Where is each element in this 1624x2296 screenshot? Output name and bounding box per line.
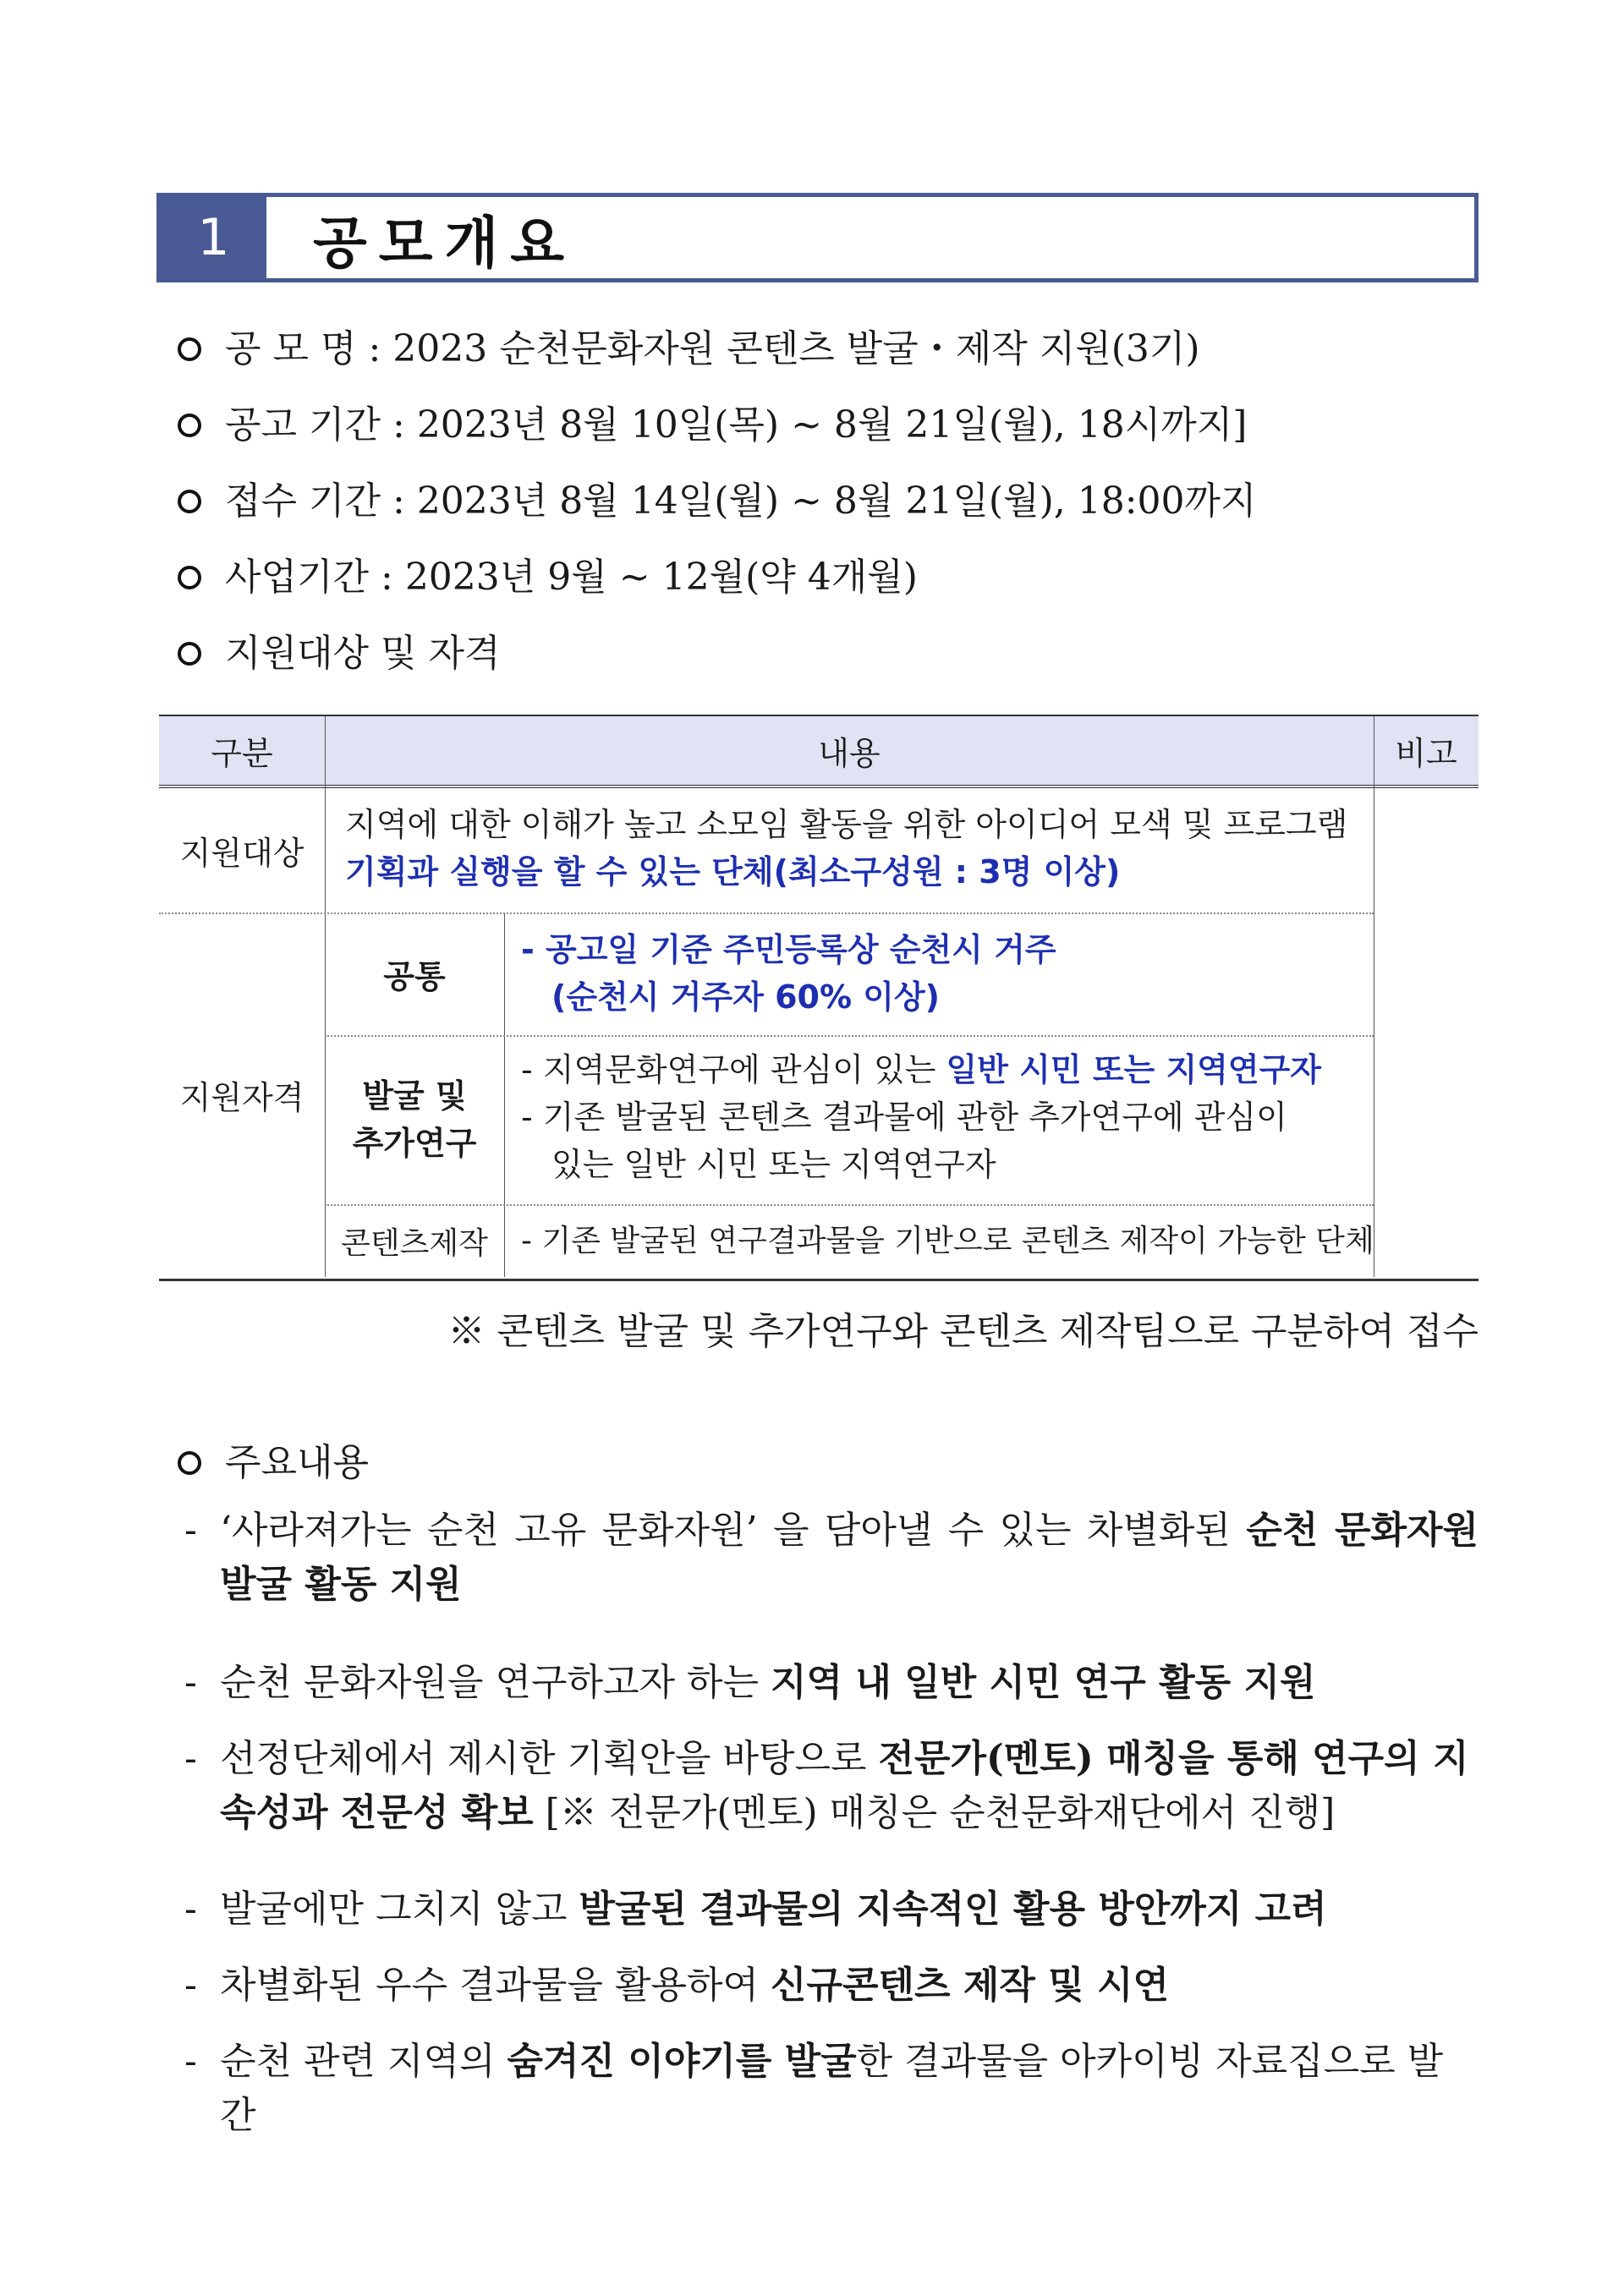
main-item-plain: ‘사라져가는 순천 고유 문화자원’ 을 담아낼 수 있는 차별화된	[220, 1509, 1247, 1552]
overview-value: 2023년 8월 14일(월) ~ 8월 21일(월), 18:00까지	[416, 479, 1257, 523]
target-content	[345, 801, 1360, 896]
main-item-plain-suffix: [※ 전문가(멘토) 매칭은 순천문화재단에서 진행]	[533, 1791, 1336, 1834]
main-item	[184, 2035, 1479, 2143]
overview-item	[178, 552, 918, 603]
circle-bullet-icon	[178, 414, 201, 437]
overview-separator: :	[356, 327, 393, 370]
main-item-plain: 선정단체에서 제시한 기획안을 바탕으로	[220, 1737, 879, 1780]
main-item-bold: 신규콘텐츠 제작 및 시연	[771, 1964, 1169, 2007]
target-line2: 기획과 실행을 할 수 있는 단체(최소구성원 : 3명 이상)	[345, 853, 1121, 890]
overview-label: 사업기간	[225, 556, 370, 599]
dash-bullet-icon: -	[184, 1509, 197, 1552]
common-content	[521, 926, 1358, 1021]
main-item-plain-suffix: 한 결과물을 아카이빙 자료집으로 발간	[220, 2040, 1444, 2137]
circle-bullet-icon	[178, 566, 201, 589]
main-item	[184, 1732, 1479, 1840]
eligibility-table	[159, 715, 1479, 1281]
overview-value: 2023 순천문화자원 콘텐츠 발굴・제작 지원(3기)	[392, 327, 1200, 370]
common-line2: (순천시 거주자 60% 이상)	[551, 978, 941, 1016]
section-header	[156, 193, 1479, 282]
circle-bullet-icon	[178, 642, 201, 666]
research-content	[521, 1046, 1358, 1188]
overview-value: 2023년 8월 10일(목) ~ 8월 21일(월), 18시까지]	[416, 403, 1248, 447]
overview-value: 2023년 9월 ~ 12월(약 4개월)	[404, 556, 918, 599]
eligibility-heading	[178, 628, 501, 679]
table-note: ※ 콘텐츠 발굴 및 추가연구와 콘텐츠 제작팀으로 구분하여 접수	[447, 1310, 1479, 1353]
research-item1-highlight: 일반 시민 또는 지역연구자	[946, 1051, 1322, 1088]
target-line1: 지역에 대한 이해가 높고 소모임 활동을 위한 아이디어 모색 및 프로그램	[345, 806, 1348, 843]
dash-bullet-icon: -	[184, 2040, 197, 2083]
section-number: 1	[161, 197, 266, 278]
research-item1-plain: - 지역문화연구에 관심이 있는	[521, 1051, 946, 1088]
common-label: 공통	[383, 958, 446, 995]
overview-label: 접수 기간	[225, 479, 381, 523]
dash-bullet-icon: -	[184, 1661, 197, 1704]
main-item-plain: 발굴에만 그치지 않고	[220, 1888, 579, 1931]
main-item-plain: 차별화된 우수 결과물을 활용하여	[220, 1964, 771, 2007]
research-label	[325, 1035, 504, 1204]
research-item2-line2: 있는 일반 시민 또는 지역연구자	[551, 1146, 996, 1183]
main-heading-text: 주요내용	[225, 1441, 370, 1484]
main-item-plain: 순천 관련 지역의	[220, 2040, 508, 2083]
overview-item	[178, 400, 1247, 451]
table-header	[159, 716, 1479, 788]
main-item	[184, 1656, 1479, 1710]
overview-item	[178, 324, 1200, 375]
qualification-label: 지원자격	[179, 1079, 304, 1116]
research-item1	[521, 1046, 1358, 1093]
research-label-line2: 추가연구	[352, 1125, 477, 1162]
header-content: 내용	[818, 735, 881, 772]
dash-bullet-icon: -	[184, 1964, 197, 2007]
main-item	[184, 1504, 1479, 1612]
main-item	[184, 1959, 1479, 2013]
overview-separator: :	[381, 479, 417, 523]
circle-bullet-icon	[178, 337, 201, 361]
section-title: 공모개요	[313, 210, 577, 276]
main-item-bold: 발굴된 결과물의 지속적인 활용 방안까지 고려	[579, 1888, 1327, 1931]
research-label-line1: 발굴 및	[362, 1077, 467, 1115]
main-item-bold: 전문가(멘토) 매칭을 통해 연구의 지속성과 전문성 확보	[220, 1737, 1469, 1834]
overview-label: 공 모 명	[225, 327, 357, 370]
overview-item	[178, 476, 1257, 527]
dash-bullet-icon: -	[184, 1737, 197, 1780]
main-heading	[178, 1438, 369, 1488]
main-item-bold: 숨겨진 이야기를 발굴	[507, 2040, 857, 2083]
overview-label: 공고 기간	[225, 403, 381, 447]
main-item	[184, 1882, 1479, 1937]
header-remarks: 비고	[1395, 735, 1457, 772]
circle-bullet-icon	[178, 1451, 201, 1475]
circle-bullet-icon	[178, 490, 201, 513]
overview-separator: :	[369, 556, 405, 599]
main-item-bold: 지역 내 일반 시민 연구 활동 지원	[771, 1661, 1316, 1704]
header-category: 구분	[211, 735, 273, 772]
eligibility-heading-text: 지원대상 및 자격	[225, 632, 501, 675]
common-line1: - 공고일 기준 주민등록상 순천시 거주	[521, 931, 1056, 968]
column-divider	[504, 912, 505, 1277]
research-item2-line1: - 기존 발굴된 콘텐츠 결과물에 관한 추가연구에 관심이	[521, 1099, 1287, 1136]
target-label: 지원대상	[179, 835, 304, 872]
dash-bullet-icon: -	[184, 1888, 197, 1931]
main-item-plain: 순천 문화자원을 연구하고자 하는	[220, 1661, 771, 1704]
overview-separator: :	[381, 403, 417, 447]
production-label: 콘텐츠제작	[341, 1225, 488, 1261]
production-content: - 기존 발굴된 연구결과물을 기반으로 콘텐츠 제작이 가능한 단체	[521, 1224, 1374, 1258]
main-item-bold: 순천 문화자원 발굴 활동 지원	[220, 1509, 1479, 1606]
